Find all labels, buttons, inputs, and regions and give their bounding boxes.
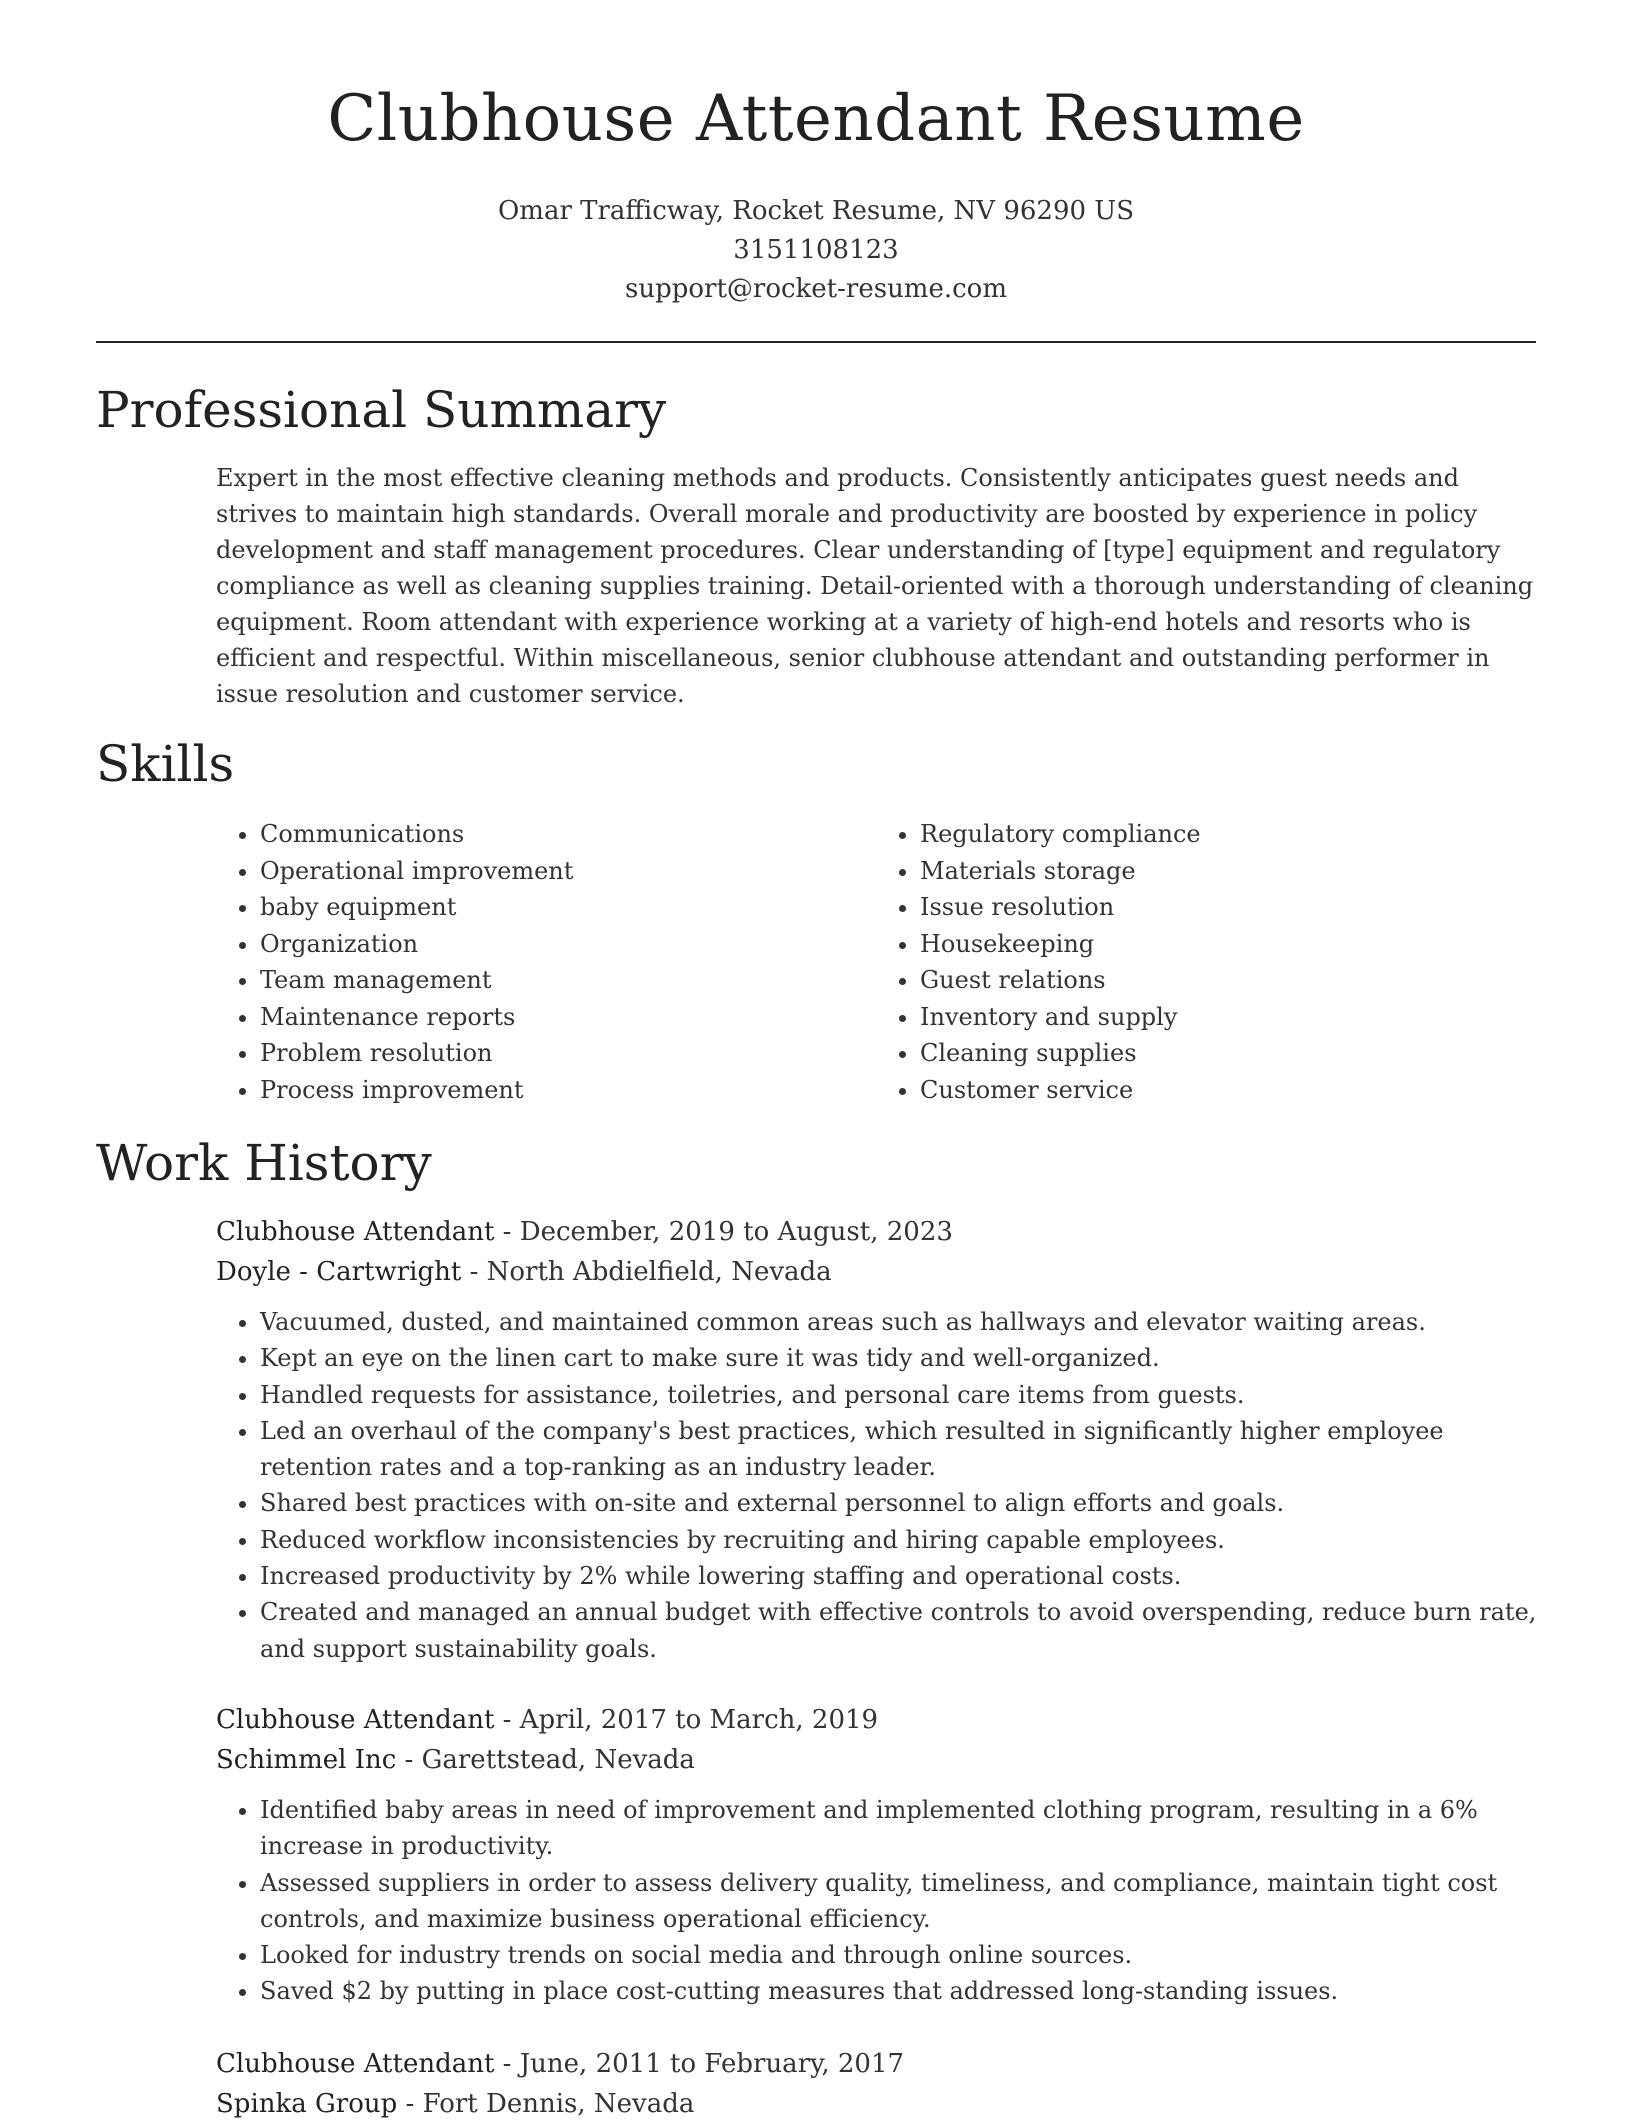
- job-bullet: • Led an overhaul of the company's best practices, which resulted in significantly higher employee retention rates and a top-ranking as an industry leader.: [260, 1413, 1541, 1486]
- job-title-line: [216, 2044, 1541, 2084]
- summary-text: Expert in the most effective cleaning methods and products. Consistently anticipates guest needs and strives to maintain high standards. Overall morale and productivity are boosted by experience in policy development and staff management procedures. Clear understanding of [type] equipment and regulatory compliance as well as cleaning supplies training. Detail-oriented with a thorough understanding of cleaning equipment. Room attendant with experience working at a variety of high-end hotels and resorts who is efficient and respectful. Within miscellaneous, senior clubhouse attendant and outstanding performer in issue resolution and customer service.: [216, 464, 1534, 708]
- job-entry: [216, 1700, 1541, 2010]
- skills-heading: Skills: [96, 735, 235, 793]
- contact-email: support@rocket-resume.com: [624, 274, 1007, 304]
- work-history-heading: Work History: [96, 1134, 432, 1192]
- skill-item: • Operational improvement: [260, 853, 876, 890]
- job-bullets: [216, 1792, 1541, 2010]
- skills-list: [216, 816, 1536, 1108]
- job-bullet: • Identified baby areas in need of improvement and implemented clothing program, resulting in a 6% increase in productivity.: [260, 1792, 1541, 1865]
- skill-item: • Process improvement: [260, 1072, 876, 1109]
- job-company: Spinka Group: [216, 2089, 398, 2119]
- job-bullet: • Reduced workflow inconsistencies by recruiting and hiring capable employees.: [260, 1522, 1541, 1558]
- job-location: - Fort Dennis, Nevada: [397, 2089, 695, 2119]
- job-dates: - December, 2019 to August, 2023: [494, 1217, 953, 1247]
- skill-item: • baby equipment: [260, 889, 876, 926]
- job-bullet: • Increased productivity by 2% while lowering staffing and operational costs.: [260, 1558, 1541, 1594]
- job-bullet: • Created and managed an annual budget with effective controls to avoid overspending, reduce burn rate, and support sustainability goals.: [260, 1594, 1541, 1667]
- resume-title: Clubhouse Attendant Resume: [327, 82, 1305, 156]
- job-dates: - June, 2011 to February, 2017: [494, 2049, 905, 2079]
- job-entry: [216, 2044, 1541, 2124]
- skill-item: • Team management: [260, 962, 876, 999]
- skills-column-left: [216, 816, 876, 1108]
- job-title: Clubhouse Attendant: [216, 1705, 495, 1735]
- job-company-line: [216, 1740, 1541, 1780]
- skills-column-right: [876, 816, 1536, 1108]
- skill-item: • Materials storage: [920, 853, 1536, 890]
- job-bullet: • Assessed suppliers in order to assess delivery quality, timeliness, and compliance, maintain tight cost controls, and maximize business operational efficiency.: [260, 1865, 1541, 1938]
- job-title-line: [216, 1700, 1541, 1740]
- summary-heading: Professional Summary: [96, 381, 667, 439]
- skill-item: • Inventory and supply: [920, 999, 1536, 1036]
- skill-item: • Organization: [260, 926, 876, 963]
- job-title: Clubhouse Attendant: [216, 1217, 495, 1247]
- skill-item: • Cleaning supplies: [920, 1035, 1536, 1072]
- job-location: - North Abdielfield, Nevada: [461, 1257, 832, 1287]
- job-title-line: [216, 1212, 1541, 1252]
- job-bullets: [216, 1304, 1541, 1667]
- job-bullet: • Vacuumed, dusted, and maintained common areas such as hallways and elevator waiting areas.: [260, 1304, 1541, 1340]
- job-bullet: • Handled requests for assistance, toiletries, and personal care items from guests.: [260, 1377, 1541, 1413]
- job-company: Doyle - Cartwright: [216, 1257, 462, 1287]
- skill-item: • Issue resolution: [920, 889, 1536, 926]
- contact-phone: 3151108123: [733, 235, 899, 265]
- job-company-line: [216, 1252, 1541, 1292]
- job-title: Clubhouse Attendant: [216, 2049, 495, 2079]
- job-bullet: • Shared best practices with on-site and external personnel to align efforts and goals.: [260, 1485, 1541, 1521]
- skill-item: • Maintenance reports: [260, 999, 876, 1036]
- job-location: - Garettstead, Nevada: [396, 1745, 695, 1775]
- job-entry: [216, 1212, 1541, 1667]
- skill-item: • Regulatory compliance: [920, 816, 1536, 853]
- skill-item: • Housekeeping: [920, 926, 1536, 963]
- job-company: Schimmel Inc: [216, 1745, 397, 1775]
- job-bullet: • Saved $2 by putting in place cost-cutting measures that addressed long-standing issues.: [260, 1973, 1541, 2009]
- job-dates: - April, 2017 to March, 2019: [494, 1705, 879, 1735]
- contact-address: Omar Trafficway, Rocket Resume, NV 96290 US: [497, 196, 1135, 226]
- job-company-line: [216, 2084, 1541, 2124]
- header-divider: [96, 341, 1536, 343]
- skill-item: • Customer service: [920, 1072, 1536, 1109]
- job-bullet: • Kept an eye on the linen cart to make sure it was tidy and well-organized.: [260, 1340, 1541, 1376]
- contact-block: [96, 192, 1536, 309]
- skill-item: • Guest relations: [920, 962, 1536, 999]
- skill-item: • Problem resolution: [260, 1035, 876, 1072]
- job-bullet: • Looked for industry trends on social media and through online sources.: [260, 1937, 1541, 1973]
- skill-item: • Communications: [260, 816, 876, 853]
